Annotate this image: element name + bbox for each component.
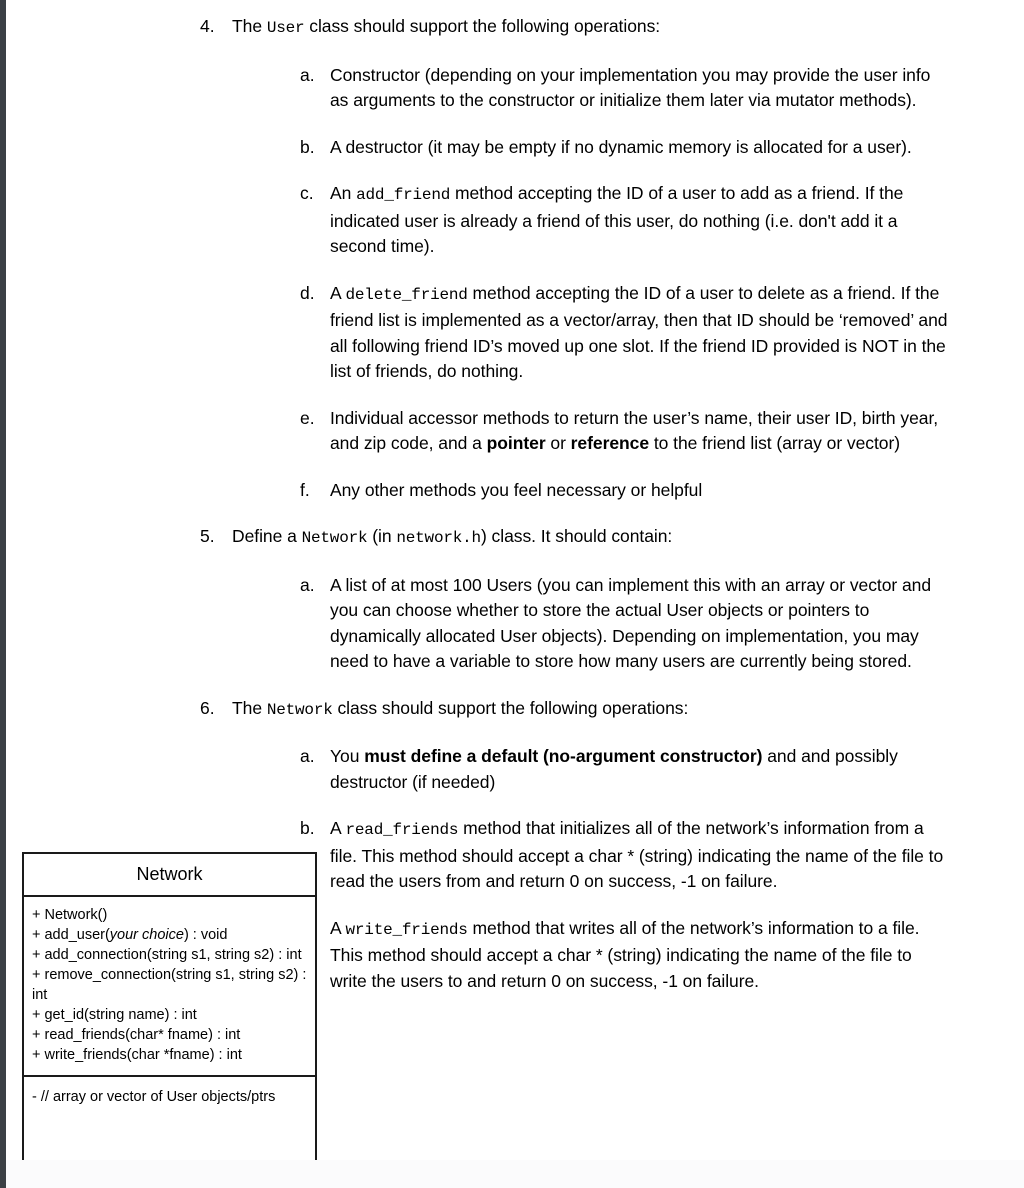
- text-pre: Define a: [232, 526, 302, 546]
- op-post: ) : void: [183, 927, 228, 943]
- uml-operation: [32, 945, 307, 965]
- op-pre: + add_connection(string s1, string s2) : int: [32, 947, 302, 963]
- list-item-4d: [300, 281, 964, 385]
- text-post: ) class. It should contain:: [480, 526, 673, 546]
- page-bottom-band: [6, 1160, 1024, 1188]
- list-text: [330, 406, 950, 457]
- op-pre: + get_id(string name) : int: [32, 1007, 197, 1023]
- list-marker: 6.: [200, 697, 215, 718]
- uml-class-name: Network: [24, 854, 315, 897]
- list-marker: b.: [300, 818, 315, 838]
- text-seg-1: Individual accessor methods to return the user’s name, their user ID, birth year, and zip code, and a: [330, 407, 939, 453]
- list-text: [330, 181, 950, 260]
- list-item-6: [200, 696, 964, 724]
- uml-operation: [32, 1025, 307, 1045]
- list-text: A list of at most 100 Users (you can implement this with an array or vector and you can choose whether to store the actual User objects or pointers to dynamically allocated User objects). Depending on implementation, you may need to have a variable to store how many users are currently being stored.: [330, 574, 932, 671]
- list-item-6a: [300, 744, 964, 795]
- emphasis-default-constructor: must define a default (no-argument constructor): [364, 746, 763, 766]
- list-item-6b: [300, 816, 964, 895]
- code-token: User: [266, 19, 305, 37]
- text-pre: A: [330, 917, 346, 938]
- list-marker: a.: [300, 64, 315, 85]
- list-marker: e.: [300, 407, 315, 428]
- list-item-4e: [300, 406, 964, 457]
- list-marker: c.: [300, 183, 314, 203]
- text-post: class should support the following operations:: [332, 697, 689, 718]
- text-post: method that initializes all of the network’s information from a file. This method should accept a char * (string) indicating the name of the file to read the users from and return 0 on success, -1 on failure.: [330, 818, 944, 891]
- list-text: Constructor (depending on your implementation you may provide the user info as arguments to the constructor or initialize them later via mutator methods).: [330, 64, 931, 110]
- list-text: A destructor (it may be empty if no dynamic memory is allocated for a user).: [330, 136, 912, 157]
- list-section-4: [6, 14, 964, 994]
- text-seg-2: or: [545, 433, 571, 453]
- list-item-5a: [300, 573, 964, 675]
- text-pre: A: [330, 818, 346, 838]
- text-pre: An: [330, 183, 357, 203]
- list-marker: a.: [300, 746, 315, 766]
- text-seg-1: You: [330, 746, 365, 766]
- code-token: read_friends: [345, 821, 459, 839]
- list-item-6c: [300, 916, 964, 995]
- text-seg-3: to the friend list (array or vector): [649, 433, 901, 453]
- op-pre: + write_friends(char *fname) : int: [32, 1047, 242, 1063]
- list-item-5: [200, 524, 964, 552]
- uml-attribute: - // array or vector of User objects/ptrs: [32, 1089, 276, 1105]
- code-token: delete_friend: [345, 285, 468, 304]
- emphasis-reference: reference: [570, 433, 650, 453]
- list-marker: a.: [300, 574, 315, 595]
- emphasis-pointer: pointer: [486, 433, 546, 453]
- code-token: write_friends: [345, 920, 468, 939]
- code-token: Network: [266, 700, 333, 719]
- list-item-4a: [300, 63, 964, 114]
- text-post: method accepting the ID of a user to delete as a friend. If the friend list is implemented as a vector/array, then that ID should be ‘removed’ and all following friend ID’s moved up one slot. If the friend ID provided is NOT in the list of friends, do nothing.: [330, 282, 948, 381]
- list-text: [330, 281, 950, 385]
- text-post: class should support the following operations:: [304, 16, 661, 36]
- op-italic: your choice: [109, 927, 184, 943]
- list-marker: d.: [300, 282, 315, 303]
- uml-operation: [32, 1005, 307, 1025]
- op-pre: + remove_connection(string s1, string s2) : int: [32, 967, 307, 1003]
- text-seg-2: and and possibly destructor (if needed): [330, 746, 898, 792]
- list-marker: b.: [300, 136, 315, 157]
- text-pre: A: [330, 282, 346, 303]
- text-mid: (in: [367, 526, 397, 546]
- op-pre: + read_friends(char* fname) : int: [32, 1027, 241, 1043]
- list-marker: 4.: [200, 16, 215, 36]
- list-text: [330, 916, 950, 995]
- text-pre: The: [232, 697, 267, 718]
- uml-operation: [32, 925, 307, 945]
- list-text: Any other methods you feel necessary or helpful: [330, 479, 703, 500]
- list-text: [232, 524, 852, 552]
- uml-operation: [32, 1045, 307, 1065]
- list-item-4f: [300, 478, 964, 504]
- list-item-4: [200, 14, 964, 42]
- list-item-4b: [300, 135, 964, 161]
- uml-class-diagram-network: [22, 852, 317, 1175]
- list-text: [330, 816, 950, 895]
- code-token-header-file: network.h: [396, 529, 481, 547]
- text-post: method accepting the ID of a user to add as a friend. If the indicated user is already a friend of this user, do nothing (i.e. don't add it a second time).: [330, 183, 904, 256]
- uml-operation: [32, 905, 307, 925]
- op-pre: + Network(): [32, 907, 108, 923]
- text-pre: The: [232, 16, 267, 36]
- list-item-4c: [300, 181, 964, 260]
- list-marker: 5.: [200, 526, 215, 546]
- text-post: method that writes all of the network’s information to a file. This method should accept a char * (string) indicating the name of the file to write the users to and return 0 on success, -1 on failure.: [330, 917, 920, 991]
- list-text: [330, 744, 950, 795]
- code-token-network: Network: [301, 529, 368, 547]
- list-marker: f.: [300, 479, 310, 500]
- document-page: [6, 0, 1024, 1160]
- list-text: [232, 14, 852, 42]
- uml-operation: [32, 965, 307, 1005]
- uml-operations-compartment: [24, 897, 315, 1077]
- list-text: [232, 696, 852, 724]
- op-pre: + add_user(: [32, 927, 110, 943]
- uml-attributes-compartment: [24, 1077, 315, 1173]
- code-token: add_friend: [356, 186, 451, 204]
